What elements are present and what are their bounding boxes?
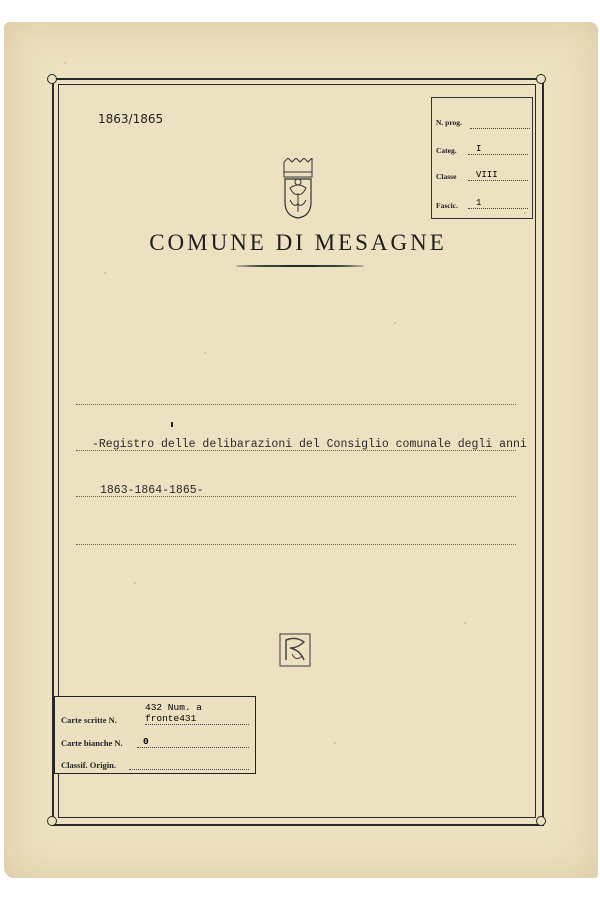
categ-value: I xyxy=(476,144,482,154)
carte-bianche-value: 0 xyxy=(143,736,149,747)
fascic-row xyxy=(436,201,458,210)
categ-row xyxy=(436,146,457,155)
classe-label: Classe xyxy=(436,172,457,181)
register-years: 1863-1864-1865- xyxy=(100,484,204,497)
classif-origin-label: Classif. Origin. xyxy=(61,760,117,770)
corner-ornament xyxy=(536,816,546,826)
coat-of-arms-icon xyxy=(280,158,316,220)
pages-count-stamp xyxy=(54,696,256,774)
dotted-line xyxy=(76,404,516,405)
carte-scritte-value: 432 Num. a fronte431 xyxy=(145,702,203,724)
monogram-icon xyxy=(278,632,312,668)
n-prog-row xyxy=(436,118,462,127)
register-description: -Registro delle delibarazioni del Consiglio comunale degli anni xyxy=(92,438,527,451)
carte-bianche-label: Carte bianche N. xyxy=(61,738,123,748)
categ-label: Categ. xyxy=(436,146,457,155)
corner-ornament xyxy=(536,74,546,84)
n-prog-label: N. prog. xyxy=(436,118,462,127)
categ-field xyxy=(468,144,528,155)
classe-value: VIII xyxy=(476,170,498,180)
carte-scritte-label: Carte scritte N. xyxy=(61,715,117,725)
title-underline xyxy=(236,265,364,267)
carte-scritte-field xyxy=(145,702,249,725)
fascic-value: 1 xyxy=(476,198,482,208)
corner-ornament xyxy=(47,816,57,826)
archive-info-box xyxy=(431,97,533,219)
classe-row xyxy=(436,172,456,181)
classe-field xyxy=(468,170,528,181)
dotted-line xyxy=(76,544,516,545)
fascic-label: Fascic. xyxy=(436,201,458,210)
carte-bianche-field xyxy=(137,737,249,748)
years-label: 1863/1865 xyxy=(98,112,164,126)
corner-ornament xyxy=(47,74,57,84)
n-prog-field xyxy=(470,118,530,129)
classif-origin-field xyxy=(129,759,249,770)
fascic-field xyxy=(468,198,528,209)
page-title: COMUNE DI MESAGNE xyxy=(149,230,447,255)
ink-mark xyxy=(171,422,173,427)
